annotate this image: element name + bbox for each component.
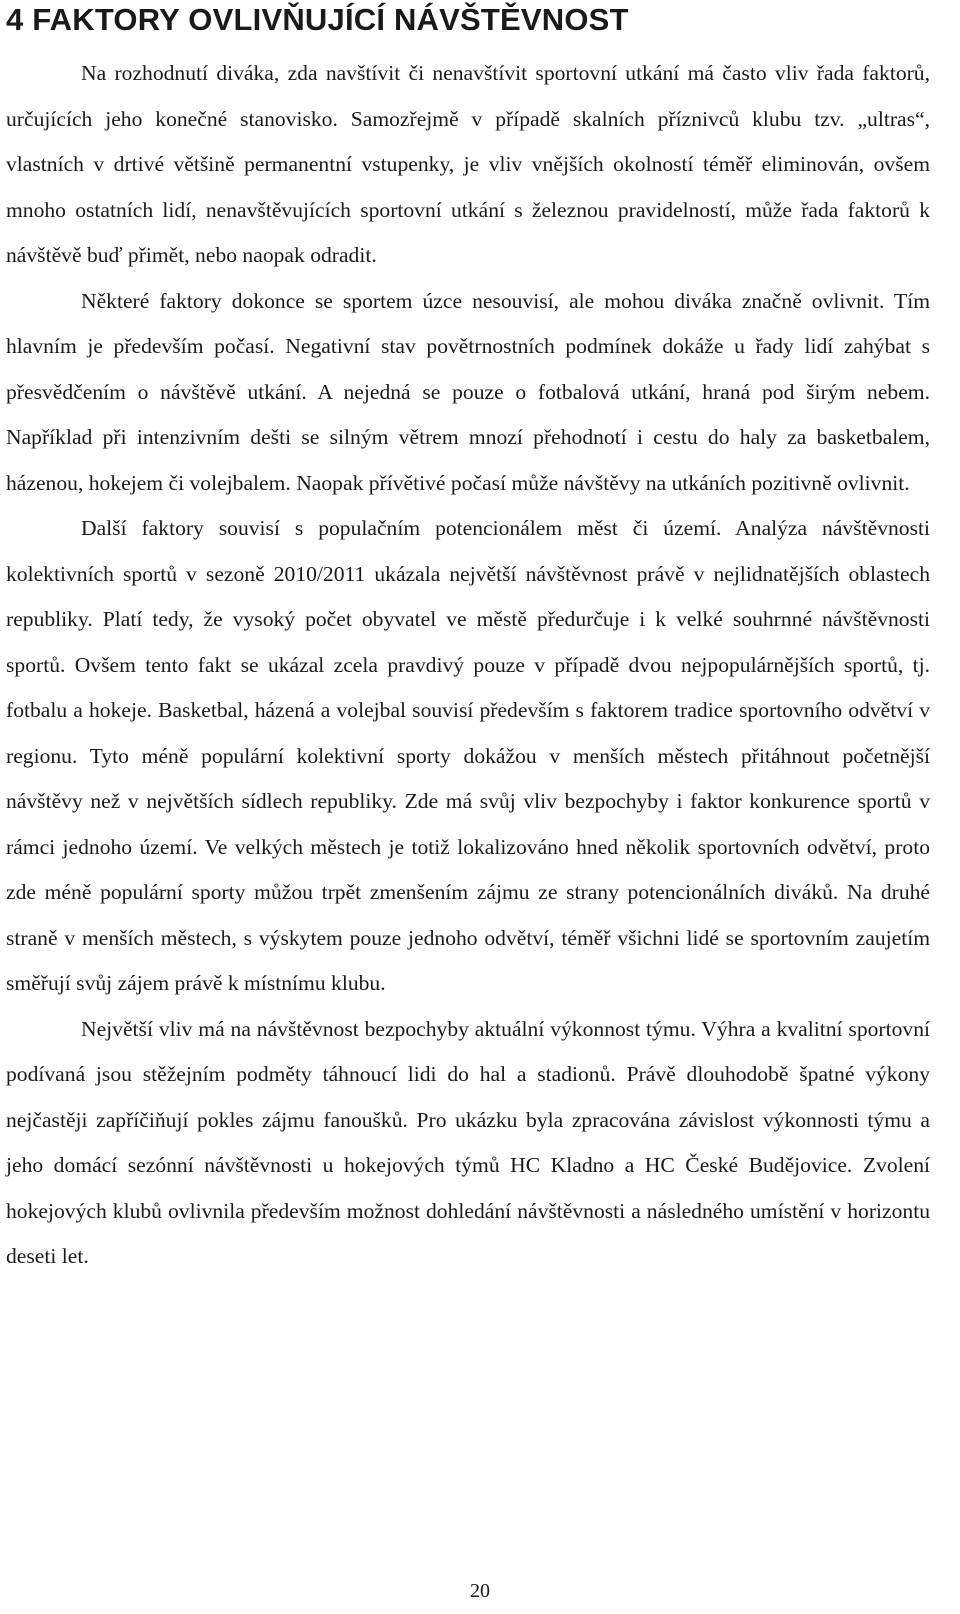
page-number: 20 [470, 1580, 490, 1602]
paragraph-population: Další faktory souvisí s populačním potencionálem měst či území. Analýza návštěvnosti kolektivních sportů v sezoně 2010/2011 ukázala největší návštěvnost právě v nejlidnatějších oblastech republiky. Platí tedy, že vysoký počet obyvatel ve městě předurčuje i k velké souhrnné návštěvnosti sportů. Ovšem tento fakt se ukázal zcela pravdivý pouze v případě dvou nejpopulárnějších sportů, tj. fotbalu a hokeje. Basketbal, házená a volejbal souvisí především s faktorem tradice sportovního odvětví v regionu. Tyto méně populární kolektivní sporty dokážou v menších městech přitáhnout početnější návštěvy než v největších sídlech republiky. Zde má svůj vliv bezpochyby i faktor konkurence sportů v rámci jednoho území. Ve velkých městech je totiž lokalizováno hned několik sportovních odvětví, proto zde méně populární sporty můžou trpět zmenšením zájmu ze strany potencionálních diváků. Na druhé straně v menších městech, s výskytem pouze jednoho odvětví, téměř všichni lidé se sportovním zaujetím směřují svůj zájem právě k místnímu klubu. [6, 516, 930, 995]
paragraph-weather: Některé faktory dokonce se sportem úzce nesouvisí, ale mohou diváka značně ovlivnit. Tím hlavním je především počasí. Negativní stav povětrnostních podmínek dokáže u řady lidí zahýbat s přesvědčením o návštěvě utkání. A nejedná se pouze o fotbalová utkání, hraná pod širým nebem. Například při intenzivním dešti se silným větrem mnozí přehodnotí i cestu do haly za basketbalem, házenou, hokejem či volejbalem. Naopak přívětivé počasí může návštěvy na utkáních pozitivně ovlivnit. [6, 288, 930, 495]
chapter-body [6, 51, 930, 1280]
chapter-heading: 4 FAKTORY OVLIVŇUJÍCÍ NÁVŠTĚVNOST [6, 2, 629, 37]
paragraph-ultras: Na rozhodnutí diváka, zda navštívit či nenavštívit sportovní utkání má často vliv řada faktorů, určujících jeho konečné stanovisko. Samozřejmě v případě skalních příznivců klubu tzv. „ultras“, vlastních v drtivé většině permanentní vstupenky, je vliv vnějších okolností téměř eliminován, ovšem mnoho ostatních lidí, nenavštěvujících sportovní utkání s železnou pravidelností, může řada faktorů k návštěvě buď přimět, nebo naopak odradit. [6, 61, 930, 267]
paragraph-performance: Největší vliv má na návštěvnost bezpochyby aktuální výkonnost týmu. Výhra a kvalitní sportovní podívaná jsou stěžejním podměty táhnoucí lidi do hal a stadionů. Právě dlouhodobě špatné výkony nejčastěji zapříčiňují pokles zájmu fanoušků. Pro ukázku byla zpracována závislost výkonnosti týmu a jeho domácí sezónní návštěvnosti u hokejových týmů HC Kladno a HC České Budějovice. Zvolení hokejových klubů ovlivnila především možnost dohledání návštěvnosti a následného umístění v horizontu deseti let. [6, 1016, 930, 1268]
